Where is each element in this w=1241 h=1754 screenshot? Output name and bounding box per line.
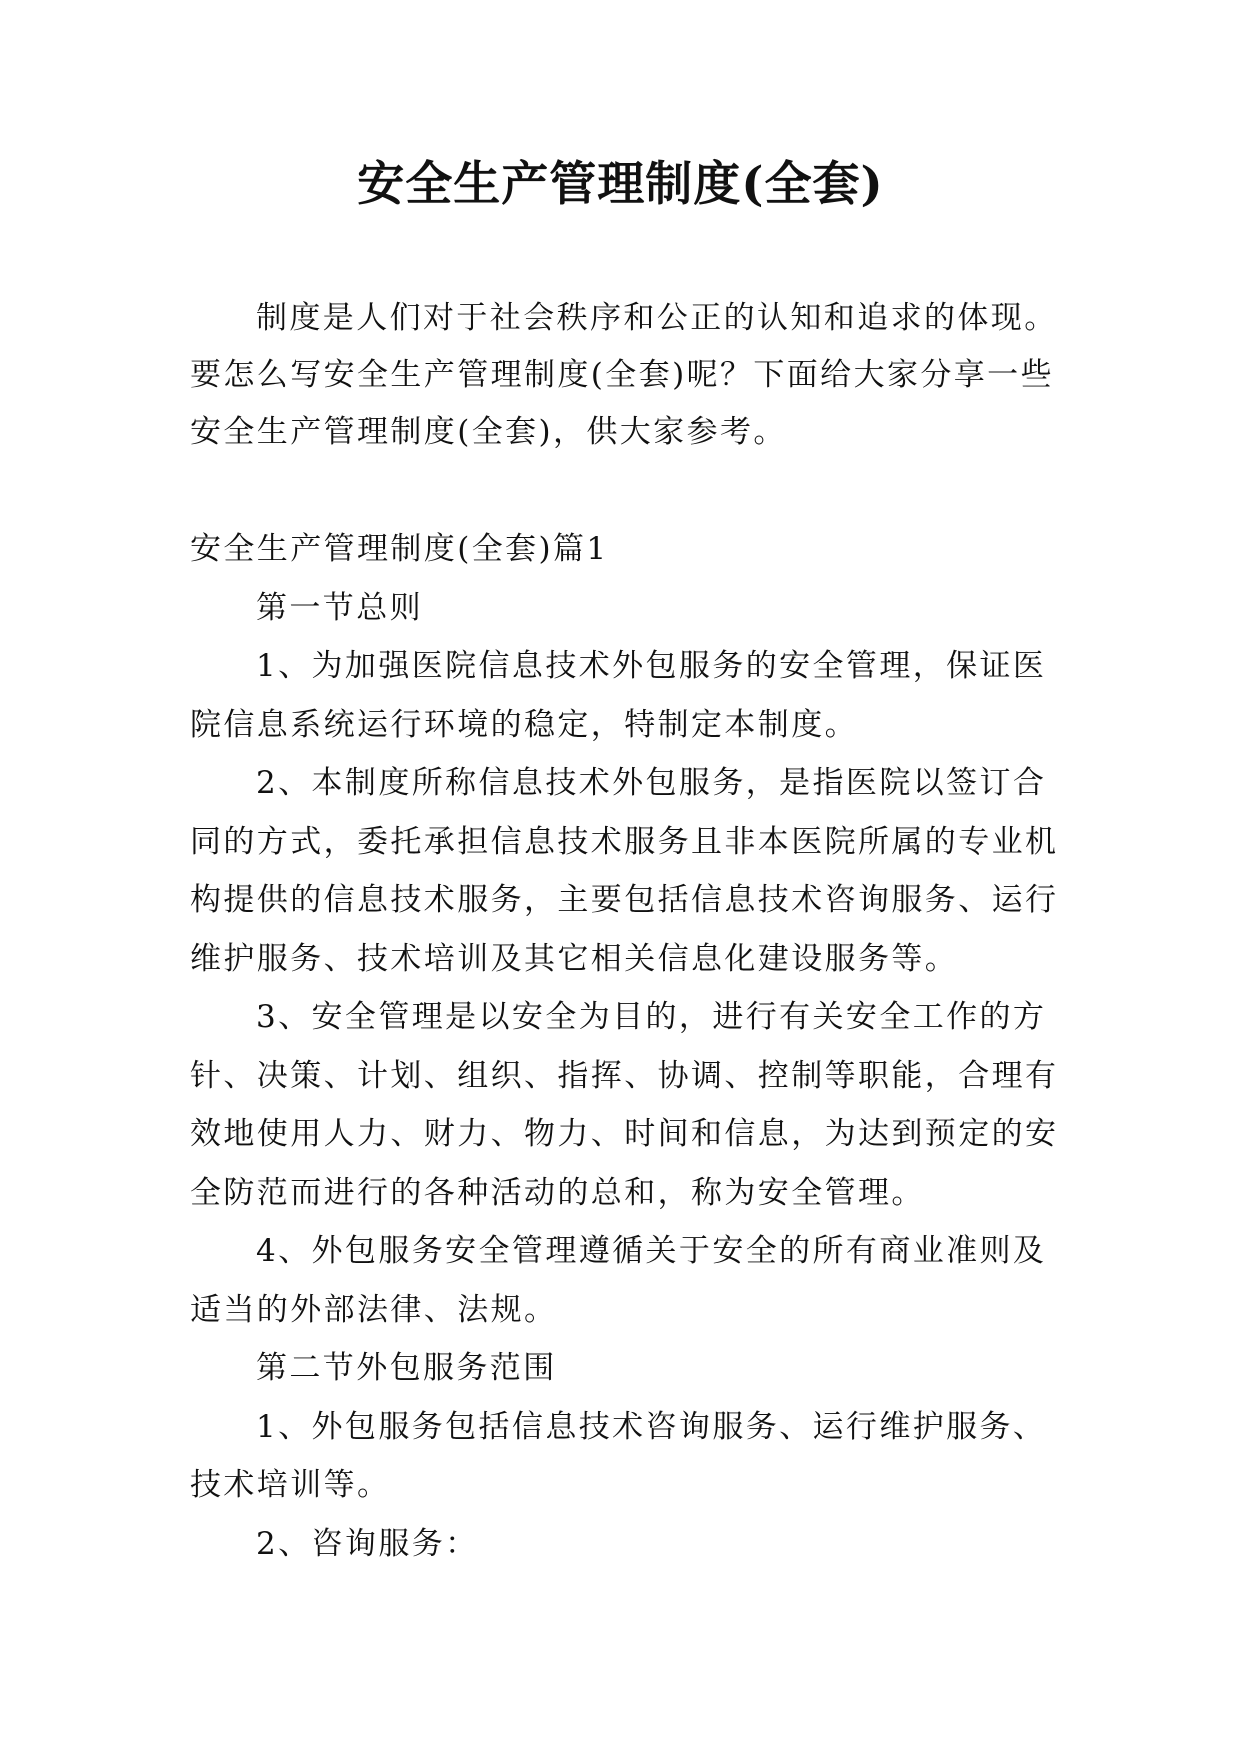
intro-paragraph: 制度是人们对于社会秩序和公正的认知和追求的体现。要怎么写安全生产管理制度(全套)呢？下面给大家分享一些安全生产管理制度(全套)，供大家参考。 (190, 300, 1058, 450)
body-paragraph: 1、外包服务包括信息技术咨询服务、运行维护服务、技术培训等。 (190, 1408, 1047, 1503)
section-heading: 安全生产管理制度(全套)篇1 (190, 531, 609, 567)
body-paragraph: 2、咨询服务： (256, 1525, 479, 1562)
document-title: 安全生产管理制度(全套) (357, 157, 884, 212)
body-paragraph: 2、本制度所称信息技术外包服务，是指医院以签订合同的方式，委托承担信息技术服务且非本医院所属的专业机构提供的信息技术服务，主要包括信息技术咨询服务、运行维护服务、技术培训及其它相关信息化建设服务等。 (190, 765, 1059, 977)
body-paragraph: 3、安全管理是以安全为目的，进行有关安全工作的方针、决策、计划、组织、指挥、协调、控制等职能，合理有效地使用人力、财力、物力、时间和信息，为达到预定的安全防范而进行的各种活动的总和，称为安全管理。 (190, 999, 1059, 1211)
document-content (190, 520, 1070, 1573)
body-paragraph: 1、为加强医院信息技术外包服务的安全管理，保证医院信息系统运行环境的稳定，特制定本制度。 (190, 648, 1047, 743)
chapter-heading: 第一节总则 (256, 589, 423, 626)
chapter-heading: 第二节外包服务范围 (256, 1350, 557, 1386)
body-paragraph: 4、外包服务安全管理遵循关于安全的所有商业准则及适当的外部法律、法规。 (190, 1233, 1047, 1328)
